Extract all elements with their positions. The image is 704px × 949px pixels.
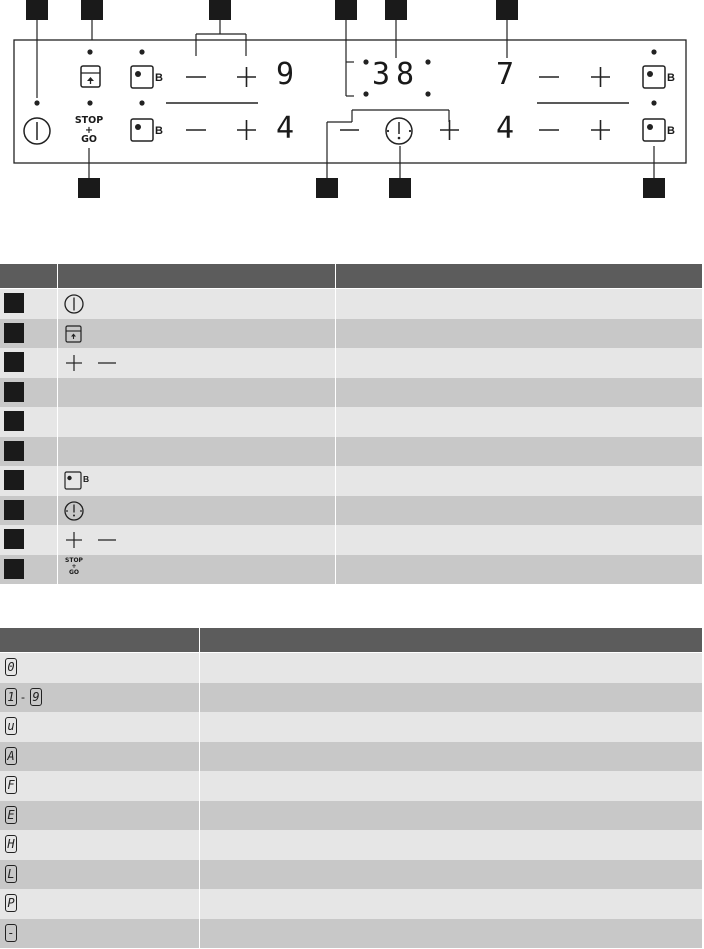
table-row <box>0 742 702 772</box>
display-symbol: 9 <box>30 688 42 706</box>
callout-marker <box>4 470 24 490</box>
table-row <box>0 525 702 555</box>
table-row <box>0 407 702 437</box>
table-row <box>0 683 702 713</box>
callout-marker <box>4 411 24 431</box>
plus-minus-icon <box>64 531 120 549</box>
table-row <box>0 653 702 683</box>
callout-marker <box>4 500 24 520</box>
table-row <box>0 466 702 496</box>
booster-label: B <box>83 474 90 484</box>
booster-label: B <box>667 72 675 84</box>
booster-label: B <box>155 72 163 84</box>
display-symbol: u <box>5 717 17 735</box>
stop-go-icon <box>60 558 88 576</box>
display-symbol: 0 <box>5 658 17 676</box>
table-row <box>0 771 702 801</box>
table-row <box>0 555 702 585</box>
left-rear-level-display: 4 <box>276 111 295 146</box>
timer-icon <box>386 118 412 144</box>
display-symbol: - <box>5 924 17 942</box>
booster-icon-2 <box>131 119 153 141</box>
table-row <box>0 712 702 742</box>
callout-marker <box>4 529 24 549</box>
display-symbol: A <box>5 747 17 765</box>
callout-marker <box>4 382 24 402</box>
callout-marker <box>4 323 24 343</box>
table-row <box>0 801 702 831</box>
stop-go-line: GO <box>81 134 97 145</box>
panel-artwork <box>0 0 704 200</box>
lock-icon <box>81 66 100 87</box>
table-row <box>0 319 702 349</box>
callout-marker <box>4 441 24 461</box>
range-dash: - <box>21 689 25 704</box>
left-zone-level-display: 9 <box>276 57 295 92</box>
table-row <box>0 348 702 378</box>
stop-go-line: STOP <box>74 115 104 126</box>
timer-display: 38 <box>372 57 421 92</box>
display-symbol: E <box>5 806 17 824</box>
display-symbol: F <box>5 776 17 794</box>
table-row <box>0 860 702 890</box>
table-row <box>0 889 702 919</box>
timer-icon <box>63 500 85 522</box>
lock-icon <box>65 325 83 343</box>
right-zone-level-display: 7 <box>496 57 515 92</box>
plus-minus-icon <box>64 354 120 372</box>
table-row <box>0 289 702 319</box>
callout-marker <box>4 293 24 313</box>
stop-go-line: GO <box>68 568 80 576</box>
booster-icon-1 <box>131 66 153 88</box>
table-row <box>0 378 702 408</box>
table-2-header <box>0 628 702 652</box>
booster-icon <box>64 471 82 491</box>
booster-label: B <box>155 125 163 137</box>
booster-icon-3 <box>643 66 665 88</box>
display-symbol: H <box>5 835 17 853</box>
booster-icon-4 <box>643 119 665 141</box>
table-row <box>0 830 702 860</box>
table-row <box>0 496 702 526</box>
stop-go-line: + <box>71 562 77 570</box>
table-row <box>0 919 702 949</box>
power-icon <box>24 118 50 144</box>
stop-go-button <box>70 116 108 145</box>
table-row <box>0 437 702 467</box>
table-1-header <box>0 264 702 288</box>
display-symbol: 1 <box>5 688 17 706</box>
callout-marker <box>4 352 24 372</box>
control-panel-diagram <box>0 0 704 200</box>
callout-marker <box>4 559 24 579</box>
power-icon <box>63 293 85 315</box>
right-rear-level-display: 4 <box>496 111 515 146</box>
display-symbol: P <box>5 894 17 912</box>
stop-go-line: + <box>85 124 93 136</box>
stop-go-line: STOP <box>65 556 83 564</box>
booster-label: B <box>667 125 675 137</box>
display-symbol: L <box>5 865 17 883</box>
